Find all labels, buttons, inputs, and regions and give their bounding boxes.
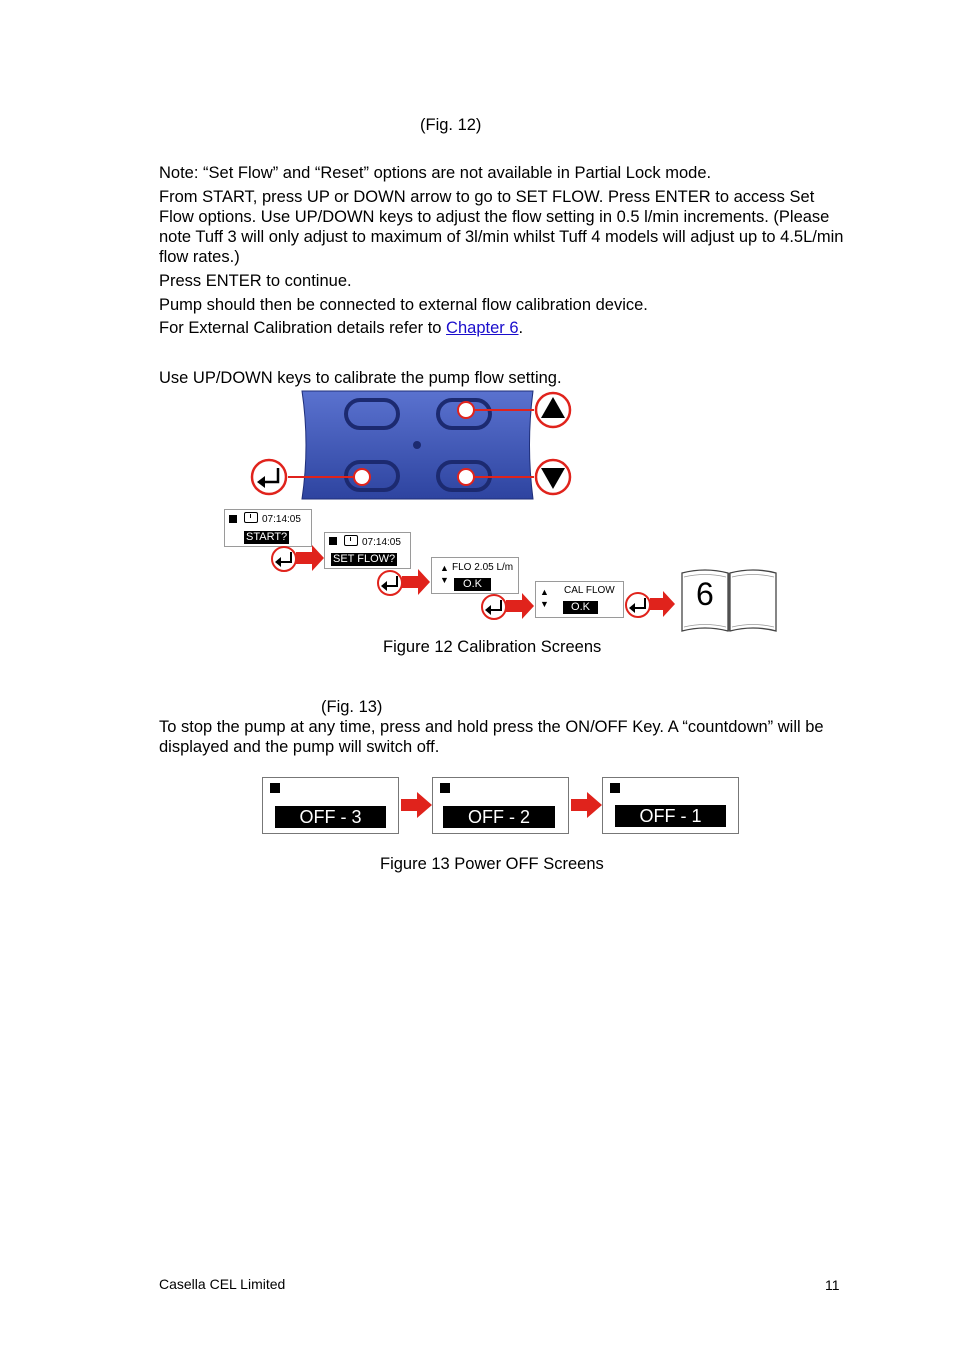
press-enter-text: Press ENTER to continue. — [159, 272, 352, 290]
red-arrow-icon — [569, 790, 605, 820]
cal-ok: O.K — [563, 601, 598, 614]
stop-square-icon — [270, 783, 280, 793]
connect-device-text: Pump should then be connected to external flow calibration device. — [159, 296, 648, 314]
clock-icon — [244, 512, 258, 523]
off-screen-2 — [432, 777, 569, 834]
flo-ok: O.K — [454, 578, 491, 591]
fig13-reference: (Fig. 13) — [321, 698, 383, 716]
figure-13-caption: Figure 13 Power OFF Screens — [380, 855, 604, 873]
book-chapter-6-icon — [680, 567, 778, 633]
calibrate-instruction: Use UP/DOWN keys to calibrate the pump flow setting. — [159, 369, 562, 387]
stop-pump-paragraph: To stop the pump at any time, press and hold press the ON/OFF Key. A “countdown” will be displayed and the pump will switch off. — [159, 718, 824, 756]
book-number: 6 — [696, 576, 714, 612]
stop-square-icon — [440, 783, 450, 793]
figure-12-caption: Figure 12 Calibration Screens — [383, 638, 602, 656]
chapter-6-link[interactable]: Chapter 6 — [446, 319, 519, 337]
external-calibration-text — [159, 318, 849, 338]
footer-company: Casella CEL Limited — [159, 1276, 286, 1292]
keypad-illustration — [240, 388, 580, 504]
off-countdown-label: OFF - 3 — [275, 806, 386, 828]
up-arrow-icon — [536, 393, 570, 427]
enter-arrow-1 — [272, 545, 324, 571]
screen-flow-connectors — [262, 540, 692, 620]
stop-square-icon — [229, 515, 237, 523]
red-arrow-icon — [399, 790, 435, 820]
fig12-reference: (Fig. 12) — [420, 116, 482, 134]
cal-flow-label: CAL FLOW — [564, 585, 615, 596]
setflow-label: SET FLOW? — [333, 553, 396, 565]
up-down-arrows-icon: ▲ ▼ — [440, 563, 449, 585]
external-calibration-suffix: . — [518, 319, 524, 337]
external-calibration-prefix: For External Calibration details refer to — [159, 319, 447, 337]
page-number: 11 — [825, 1277, 840, 1293]
off-countdown-label: OFF - 1 — [615, 805, 726, 827]
enter-arrow-4 — [626, 591, 675, 617]
stop-square-icon — [610, 783, 620, 793]
set-flow-paragraph: From START, press UP or DOWN arrow to go to SET FLOW. Press ENTER to access Set Flow options. Use UP/DOWN keys to adjust the flow setting in 0.5 l/min increments. (Please note Tuff 3 will only adjust to maximum of 3l/min whilst Tuff 4 models will adjust up to 4.5L/min flow rates.) — [159, 188, 844, 266]
off-screen-1 — [602, 777, 739, 834]
enter-icon — [252, 460, 286, 494]
up-down-arrows-icon: ▲ ▼ — [540, 587, 549, 609]
down-arrow-icon — [536, 460, 570, 494]
setflow-time: 07:14:05 — [344, 535, 401, 549]
flo-label: FLO 2.05 L/m — [452, 562, 514, 573]
note-text: Note: “Set Flow” and “Reset” options are not available in Partial Lock mode. — [159, 164, 712, 182]
off-countdown-label: OFF - 2 — [443, 806, 555, 828]
enter-arrow-3 — [482, 593, 534, 619]
enter-arrow-2 — [378, 569, 430, 595]
start-label: START? — [246, 531, 288, 543]
start-time: 07:14:05 — [244, 512, 301, 526]
off-screen-3 — [262, 777, 399, 834]
